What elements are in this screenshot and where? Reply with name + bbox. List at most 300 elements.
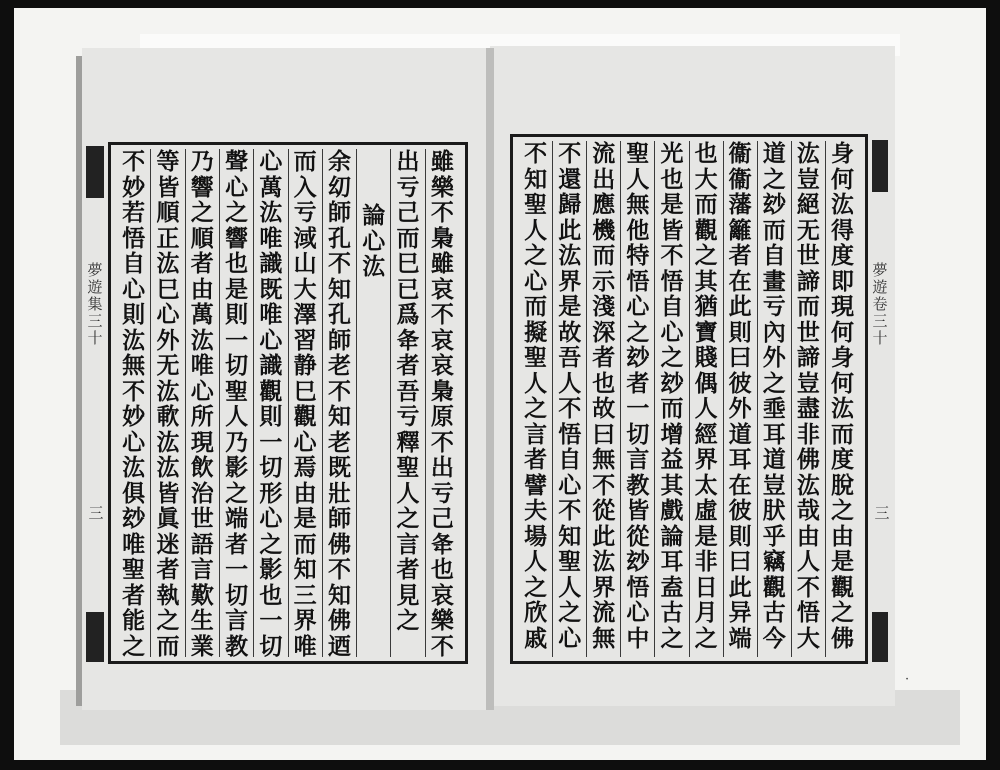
glyph: 能	[122, 607, 146, 634]
glyph: 言	[626, 446, 650, 473]
text-column	[519, 141, 552, 657]
glyph: 聖	[626, 141, 650, 167]
glyph: 孔	[327, 224, 351, 252]
glyph: 玅	[122, 505, 146, 532]
glyph: 皆	[660, 216, 684, 244]
glyph: 諦	[796, 267, 820, 295]
glyph: 不	[558, 497, 582, 524]
glyph: 淺	[592, 293, 616, 320]
glyph: 深	[592, 318, 616, 346]
left-folio	[86, 505, 106, 522]
glyph: 玅	[762, 191, 786, 218]
glyph: 老	[327, 428, 351, 456]
glyph: 唯	[259, 301, 283, 328]
glyph: 汯	[830, 395, 854, 422]
glyph: 順	[190, 224, 214, 252]
glyph: 而	[396, 224, 420, 252]
glyph: 欣	[524, 599, 548, 626]
glyph: 此	[558, 216, 582, 244]
glyph: 也	[225, 250, 249, 277]
glyph: 爲	[396, 301, 420, 328]
glyph: 他	[626, 216, 650, 244]
text-column	[757, 141, 791, 657]
glyph: 汯	[362, 253, 386, 280]
glyph: 知	[327, 581, 351, 609]
right-text-frame	[510, 134, 868, 664]
glyph: 切	[225, 352, 249, 379]
glyph: 不	[122, 149, 146, 175]
glyph: 大	[796, 624, 820, 652]
glyph: 悟	[626, 573, 650, 601]
glyph: 妙	[122, 173, 146, 201]
glyph: 心	[259, 326, 283, 354]
glyph: 不	[558, 395, 582, 422]
glyph: 其	[660, 471, 684, 499]
glyph: 汯	[796, 141, 820, 167]
glyph: 聖	[524, 344, 548, 371]
glyph: 眞	[156, 505, 180, 532]
glyph: 大	[694, 165, 718, 193]
glyph: 汯	[830, 191, 854, 218]
glyph: 汯	[156, 454, 180, 481]
glyph: 佛	[796, 446, 820, 473]
glyph: 聖	[396, 454, 420, 481]
glyph: 道	[762, 141, 786, 167]
glyph: 正	[156, 224, 180, 252]
glyph: 戲	[660, 497, 684, 524]
glyph: 業	[190, 632, 214, 657]
glyph: 之	[524, 573, 548, 601]
glyph: 㓜	[327, 173, 351, 201]
left-margin-label	[85, 262, 105, 347]
text-column	[689, 141, 723, 657]
glyph: 道	[728, 420, 752, 448]
glyph: 則	[225, 301, 249, 328]
glyph: 汯	[190, 326, 214, 354]
glyph: 竊	[762, 548, 786, 575]
glyph: 心	[225, 173, 249, 201]
glyph: 自	[762, 242, 786, 269]
glyph: 諦	[796, 344, 820, 371]
text-column	[586, 141, 620, 657]
glyph: 耳	[728, 446, 752, 473]
glyph: 非	[694, 548, 718, 575]
glyph: 豈	[796, 165, 820, 193]
glyph: 者	[524, 446, 548, 473]
glyph: 之	[122, 632, 146, 657]
glyph: 悟	[558, 420, 582, 448]
glyph: 自	[558, 446, 582, 473]
glyph: 樂	[430, 173, 454, 201]
glyph: 不	[327, 377, 351, 405]
glyph: 中	[626, 624, 650, 652]
glyph: 界	[558, 267, 582, 295]
glyph: 而	[156, 632, 180, 657]
margin-char: 三	[874, 504, 890, 522]
glyph: 影	[259, 556, 283, 583]
glyph: 戚	[524, 624, 548, 652]
glyph: 一	[259, 607, 283, 634]
glyph: 習	[293, 326, 317, 354]
glyph: 雖	[430, 149, 454, 175]
glyph: 人	[524, 369, 548, 397]
glyph: 既	[327, 454, 351, 481]
glyph: 之	[396, 505, 420, 532]
glyph: 心	[293, 428, 317, 456]
glyph: 之	[558, 599, 582, 626]
glyph: 巳	[396, 250, 420, 277]
glyph: 不	[327, 556, 351, 583]
glyph: 一	[626, 395, 650, 422]
fish-tail-mark-bottom	[86, 612, 104, 662]
glyph: 故	[558, 318, 582, 346]
glyph: 師	[327, 505, 351, 532]
glyph: 形	[259, 479, 283, 507]
glyph: 若	[122, 199, 146, 226]
glyph: 人	[396, 479, 420, 507]
glyph: 玅	[626, 548, 650, 575]
text-column	[791, 141, 825, 657]
glyph: 擬	[524, 318, 548, 346]
glyph: 得	[830, 216, 854, 244]
glyph: 流	[592, 141, 616, 167]
glyph: 知	[327, 403, 351, 430]
glyph: 入	[293, 173, 317, 201]
glyph: 知	[327, 275, 351, 303]
glyph: 己	[396, 199, 420, 226]
glyph: 而	[694, 191, 718, 218]
glyph: 而	[762, 216, 786, 244]
glyph: 耳	[660, 548, 684, 575]
glyph: 而	[660, 395, 684, 422]
glyph: 籬	[728, 216, 752, 244]
text-column	[322, 149, 356, 657]
glyph: 亏	[762, 293, 786, 320]
glyph: 悟	[660, 267, 684, 295]
glyph: 古	[762, 599, 786, 626]
text-column	[288, 149, 322, 657]
glyph: 哀	[430, 275, 454, 303]
glyph: 知	[524, 165, 548, 193]
glyph: 此	[728, 573, 752, 601]
glyph: 唯	[190, 352, 214, 379]
glyph: 之	[830, 599, 854, 626]
glyph: 人	[796, 548, 820, 575]
text-column	[150, 149, 184, 657]
glyph: 生	[190, 607, 214, 634]
glyph: 而	[796, 293, 820, 320]
glyph: 盍	[660, 573, 684, 601]
glyph: 汯	[122, 454, 146, 481]
glyph: 不	[430, 428, 454, 456]
glyph: 悟	[122, 224, 146, 252]
glyph: 自	[660, 293, 684, 320]
text-column	[825, 141, 859, 657]
glyph: 聖	[524, 191, 548, 218]
glyph: 觀	[694, 216, 718, 244]
glyph: 現	[830, 293, 854, 320]
glyph: 佛	[830, 624, 854, 652]
glyph: 不	[558, 141, 582, 167]
left-columns	[117, 149, 459, 657]
right-margin-label	[870, 262, 890, 347]
glyph: 治	[190, 479, 214, 507]
glyph: 非	[796, 420, 820, 448]
glyph: 還	[558, 165, 582, 193]
glyph: 大	[293, 275, 317, 303]
glyph: 不	[524, 141, 548, 167]
glyph: 之	[524, 242, 548, 269]
glyph: 之	[524, 395, 548, 422]
glyph: 切	[259, 454, 283, 481]
glyph: 者	[122, 581, 146, 609]
glyph: 言	[225, 607, 249, 634]
glyph: 觀	[259, 377, 283, 405]
glyph: 知	[558, 522, 582, 550]
glyph: 夅	[396, 326, 420, 354]
glyph: 亏	[430, 479, 454, 507]
glyph: 歸	[558, 191, 582, 218]
text-column	[654, 141, 688, 657]
glyph: 汯	[156, 377, 180, 405]
glyph: 曰	[728, 548, 752, 575]
glyph: 之	[762, 369, 786, 397]
glyph: 在	[728, 267, 752, 295]
glyph: 出	[592, 165, 616, 193]
text-column	[390, 149, 424, 657]
glyph: 語	[190, 530, 214, 558]
glyph: 曰	[728, 344, 752, 371]
glyph: 者	[592, 344, 616, 371]
glyph: 豈	[796, 369, 820, 397]
glyph: 外	[156, 326, 180, 354]
glyph: 人	[694, 395, 718, 422]
glyph: 之	[694, 242, 718, 269]
glyph: 內	[762, 318, 786, 346]
glyph: 不	[430, 199, 454, 226]
glyph: 是	[293, 505, 317, 532]
glyph: 界	[592, 573, 616, 601]
glyph: 場	[524, 522, 548, 550]
glyph: 是	[660, 191, 684, 218]
margin-char: 夢	[872, 261, 888, 279]
glyph: 而	[592, 242, 616, 269]
glyph: 之	[225, 199, 249, 226]
glyph: 論	[362, 202, 386, 229]
glyph: 影	[225, 454, 249, 481]
glyph: 道	[762, 446, 786, 473]
glyph: 豈	[762, 471, 786, 499]
glyph: 則	[728, 318, 752, 346]
right-margin-text	[870, 262, 890, 347]
glyph: 無	[122, 352, 146, 379]
glyph: 埀	[762, 395, 786, 422]
glyph: 心	[558, 624, 582, 652]
glyph: 唯	[122, 530, 146, 558]
glyph: 老	[327, 352, 351, 379]
glyph: 響	[225, 224, 249, 252]
glyph: 歎	[190, 581, 214, 609]
glyph: 已	[396, 275, 420, 303]
glyph: 迺	[327, 632, 351, 657]
glyph: 巳	[156, 275, 180, 303]
glyph: 一	[225, 556, 249, 583]
glyph: 絕	[796, 191, 820, 218]
glyph: 不	[122, 377, 146, 405]
glyph: 人	[524, 216, 548, 244]
glyph: 由	[830, 522, 854, 550]
glyph: 心	[259, 505, 283, 532]
glyph: 之	[156, 607, 180, 634]
glyph: 夫	[524, 497, 548, 524]
glyph: 聖	[225, 377, 249, 405]
glyph: 不	[592, 471, 616, 499]
glyph: 古	[660, 599, 684, 626]
text-column	[620, 141, 654, 657]
glyph: 之	[190, 199, 214, 226]
glyph: 玅	[660, 369, 684, 397]
glyph: 無	[592, 446, 616, 473]
text-column	[253, 149, 287, 657]
glyph: 俱	[122, 479, 146, 507]
glyph: 夅	[430, 530, 454, 558]
glyph: 悟	[626, 267, 650, 295]
glyph: 唯	[259, 224, 283, 252]
glyph: 不	[327, 250, 351, 277]
glyph: 唯	[293, 632, 317, 657]
glyph: 猶	[694, 293, 718, 320]
glyph: 肰	[762, 497, 786, 524]
glyph: 而	[293, 530, 317, 558]
text-column	[552, 141, 586, 657]
glyph: 心	[122, 275, 146, 303]
margin-char: 遊	[872, 278, 888, 296]
glyph: 无	[796, 216, 820, 244]
glyph: 出	[430, 454, 454, 481]
glyph: 端	[225, 505, 249, 532]
glyph: 哉	[796, 497, 820, 524]
glyph: 也	[430, 556, 454, 583]
glyph: 乎	[762, 522, 786, 550]
glyph: 畫	[762, 267, 786, 295]
glyph: 不	[796, 573, 820, 601]
glyph: 由	[190, 275, 214, 303]
glyph: 流	[592, 599, 616, 626]
glyph: 由	[796, 522, 820, 550]
glyph: 度	[830, 446, 854, 473]
glyph: 月	[694, 599, 718, 626]
right-columns	[519, 141, 859, 657]
glyph: 無	[626, 191, 650, 218]
glyph: 何	[830, 318, 854, 346]
glyph: 心	[122, 428, 146, 456]
glyph: 曰	[592, 420, 616, 448]
glyph: 汯	[156, 250, 180, 277]
glyph: 萬	[190, 301, 214, 328]
left-text-frame	[108, 142, 468, 664]
glyph: 教	[626, 471, 650, 499]
glyph: 衞	[728, 165, 752, 193]
glyph: 世	[190, 505, 214, 532]
glyph: 所	[190, 403, 214, 430]
glyph: 皆	[626, 497, 650, 524]
glyph: 汯	[558, 242, 582, 269]
glyph: 人	[626, 165, 650, 193]
glyph: 是	[830, 548, 854, 575]
glyph: 此	[592, 522, 616, 550]
glyph: 執	[156, 581, 180, 609]
glyph: 虛	[694, 497, 718, 524]
glyph: 界	[694, 446, 718, 473]
glyph: 衞	[728, 141, 752, 167]
glyph: 飲	[190, 454, 214, 481]
glyph: 樂	[430, 607, 454, 634]
glyph: 也	[660, 165, 684, 193]
glyph: 而	[524, 293, 548, 320]
glyph: 切	[225, 581, 249, 609]
text-column	[425, 149, 459, 657]
glyph: 何	[830, 165, 854, 193]
glyph: 言	[396, 530, 420, 558]
glyph: 外	[762, 344, 786, 371]
glyph: 響	[190, 173, 214, 201]
glyph: 則	[728, 522, 752, 550]
glyph: 不	[660, 242, 684, 269]
glyph: 心	[190, 377, 214, 405]
glyph: 心	[362, 227, 386, 255]
glyph: 孔	[327, 301, 351, 328]
glyph: 其	[694, 267, 718, 295]
glyph: 盡	[796, 395, 820, 422]
speck-mark: ·	[905, 672, 910, 687]
glyph: 巳	[293, 377, 317, 405]
glyph: 日	[694, 573, 718, 601]
glyph: 何	[830, 369, 854, 397]
glyph: 益	[660, 446, 684, 473]
glyph: 是	[558, 293, 582, 320]
margin-char: 三	[88, 504, 104, 522]
glyph: 觀	[830, 573, 854, 601]
glyph: 而	[293, 149, 317, 175]
glyph: 人	[524, 548, 548, 575]
margin-char: 三	[872, 312, 888, 330]
glyph: 藩	[728, 191, 752, 218]
glyph: 聖	[558, 548, 582, 575]
glyph: 原	[430, 403, 454, 430]
margin-char: 十	[872, 329, 888, 347]
glyph: 師	[327, 199, 351, 226]
glyph: 梟	[430, 224, 454, 252]
glyph: 無	[592, 624, 616, 652]
glyph: 身	[830, 141, 854, 167]
glyph: 吾	[396, 377, 420, 405]
glyph: 者	[225, 530, 249, 558]
right-fish-tail-bottom	[872, 612, 888, 662]
glyph: 從	[626, 522, 650, 550]
glyph: 亏	[396, 173, 420, 201]
glyph: 識	[259, 352, 283, 379]
glyph: 㰱	[156, 403, 180, 430]
glyph: 特	[626, 242, 650, 269]
glyph: 人	[558, 369, 582, 397]
glyph: 哀	[430, 326, 454, 354]
glyph: 彼	[728, 369, 752, 397]
glyph: 故	[592, 395, 616, 422]
glyph: 聖	[122, 556, 146, 583]
glyph: 悟	[796, 599, 820, 626]
margin-char: 卷	[872, 295, 888, 313]
glyph: 經	[694, 420, 718, 448]
